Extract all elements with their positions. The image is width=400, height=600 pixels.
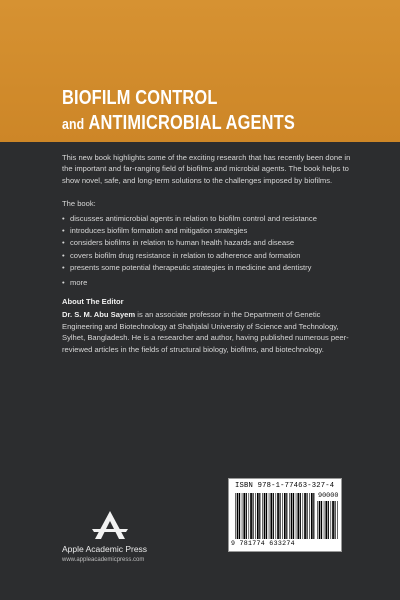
feature-item: • covers biofilm drug resistance in relation to adherence and formation (62, 250, 352, 261)
editor-bio (62, 309, 352, 355)
feature-item: • introduces biofilm formation and mitigation strategies (62, 225, 352, 236)
the-book-label: The book: (62, 199, 96, 209)
editor-heading: About The Editor (62, 297, 124, 307)
feature-item: • discusses antimicrobial agents in relation to biofilm control and resistance (62, 213, 352, 224)
ean-barcode-bars (235, 493, 315, 539)
feature-item: • presents some potential therapeutic strategies in medicine and dentistry (62, 262, 352, 273)
back-cover-text (62, 152, 352, 355)
title-line-1: BIOFILM CONTROL (62, 87, 218, 109)
feature-list (62, 213, 352, 288)
ean-number: 9 781774 633274 (231, 540, 295, 547)
publisher-url: www.appleacademicpress.com (62, 557, 145, 563)
isbn-barcode (228, 478, 342, 552)
price-code: 90000 (318, 492, 339, 500)
feature-item: • considers biofilms in relation to human health hazards and disease (62, 237, 352, 248)
price-barcode-bars (317, 501, 339, 539)
publisher-name: Apple Academic Press (62, 544, 148, 554)
book-title (62, 86, 295, 137)
title-line-2: ANTIMICROBIAL AGENTS (88, 112, 295, 134)
editor-name: Dr. S. M. Abu Sayem (62, 310, 136, 320)
editor-bio-text: is an associate professor in the Department of Genetic Engineering and Biotechnology at Shahjalal University of Science and Technology, Sylhet, Bangladesh. He is a researcher and author, having published numerous peer-reviewed articles in the fields of structural biology, biofilms, and biotechnology. (62, 310, 349, 354)
intro-paragraph: This new book highlights some of the exciting research that has recently been done in the important and far-ranging field of biofilms and microbial agents. The book helps to show novel, safe, and long-term solutions to the challenges imposed by biofilms. (62, 153, 351, 185)
title-and: and (62, 116, 85, 133)
feature-item-more: • more (62, 277, 352, 288)
apple-academic-press-logo-icon (90, 510, 130, 540)
isbn-number: ISBN 978-1-77463-327-4 (235, 482, 335, 490)
